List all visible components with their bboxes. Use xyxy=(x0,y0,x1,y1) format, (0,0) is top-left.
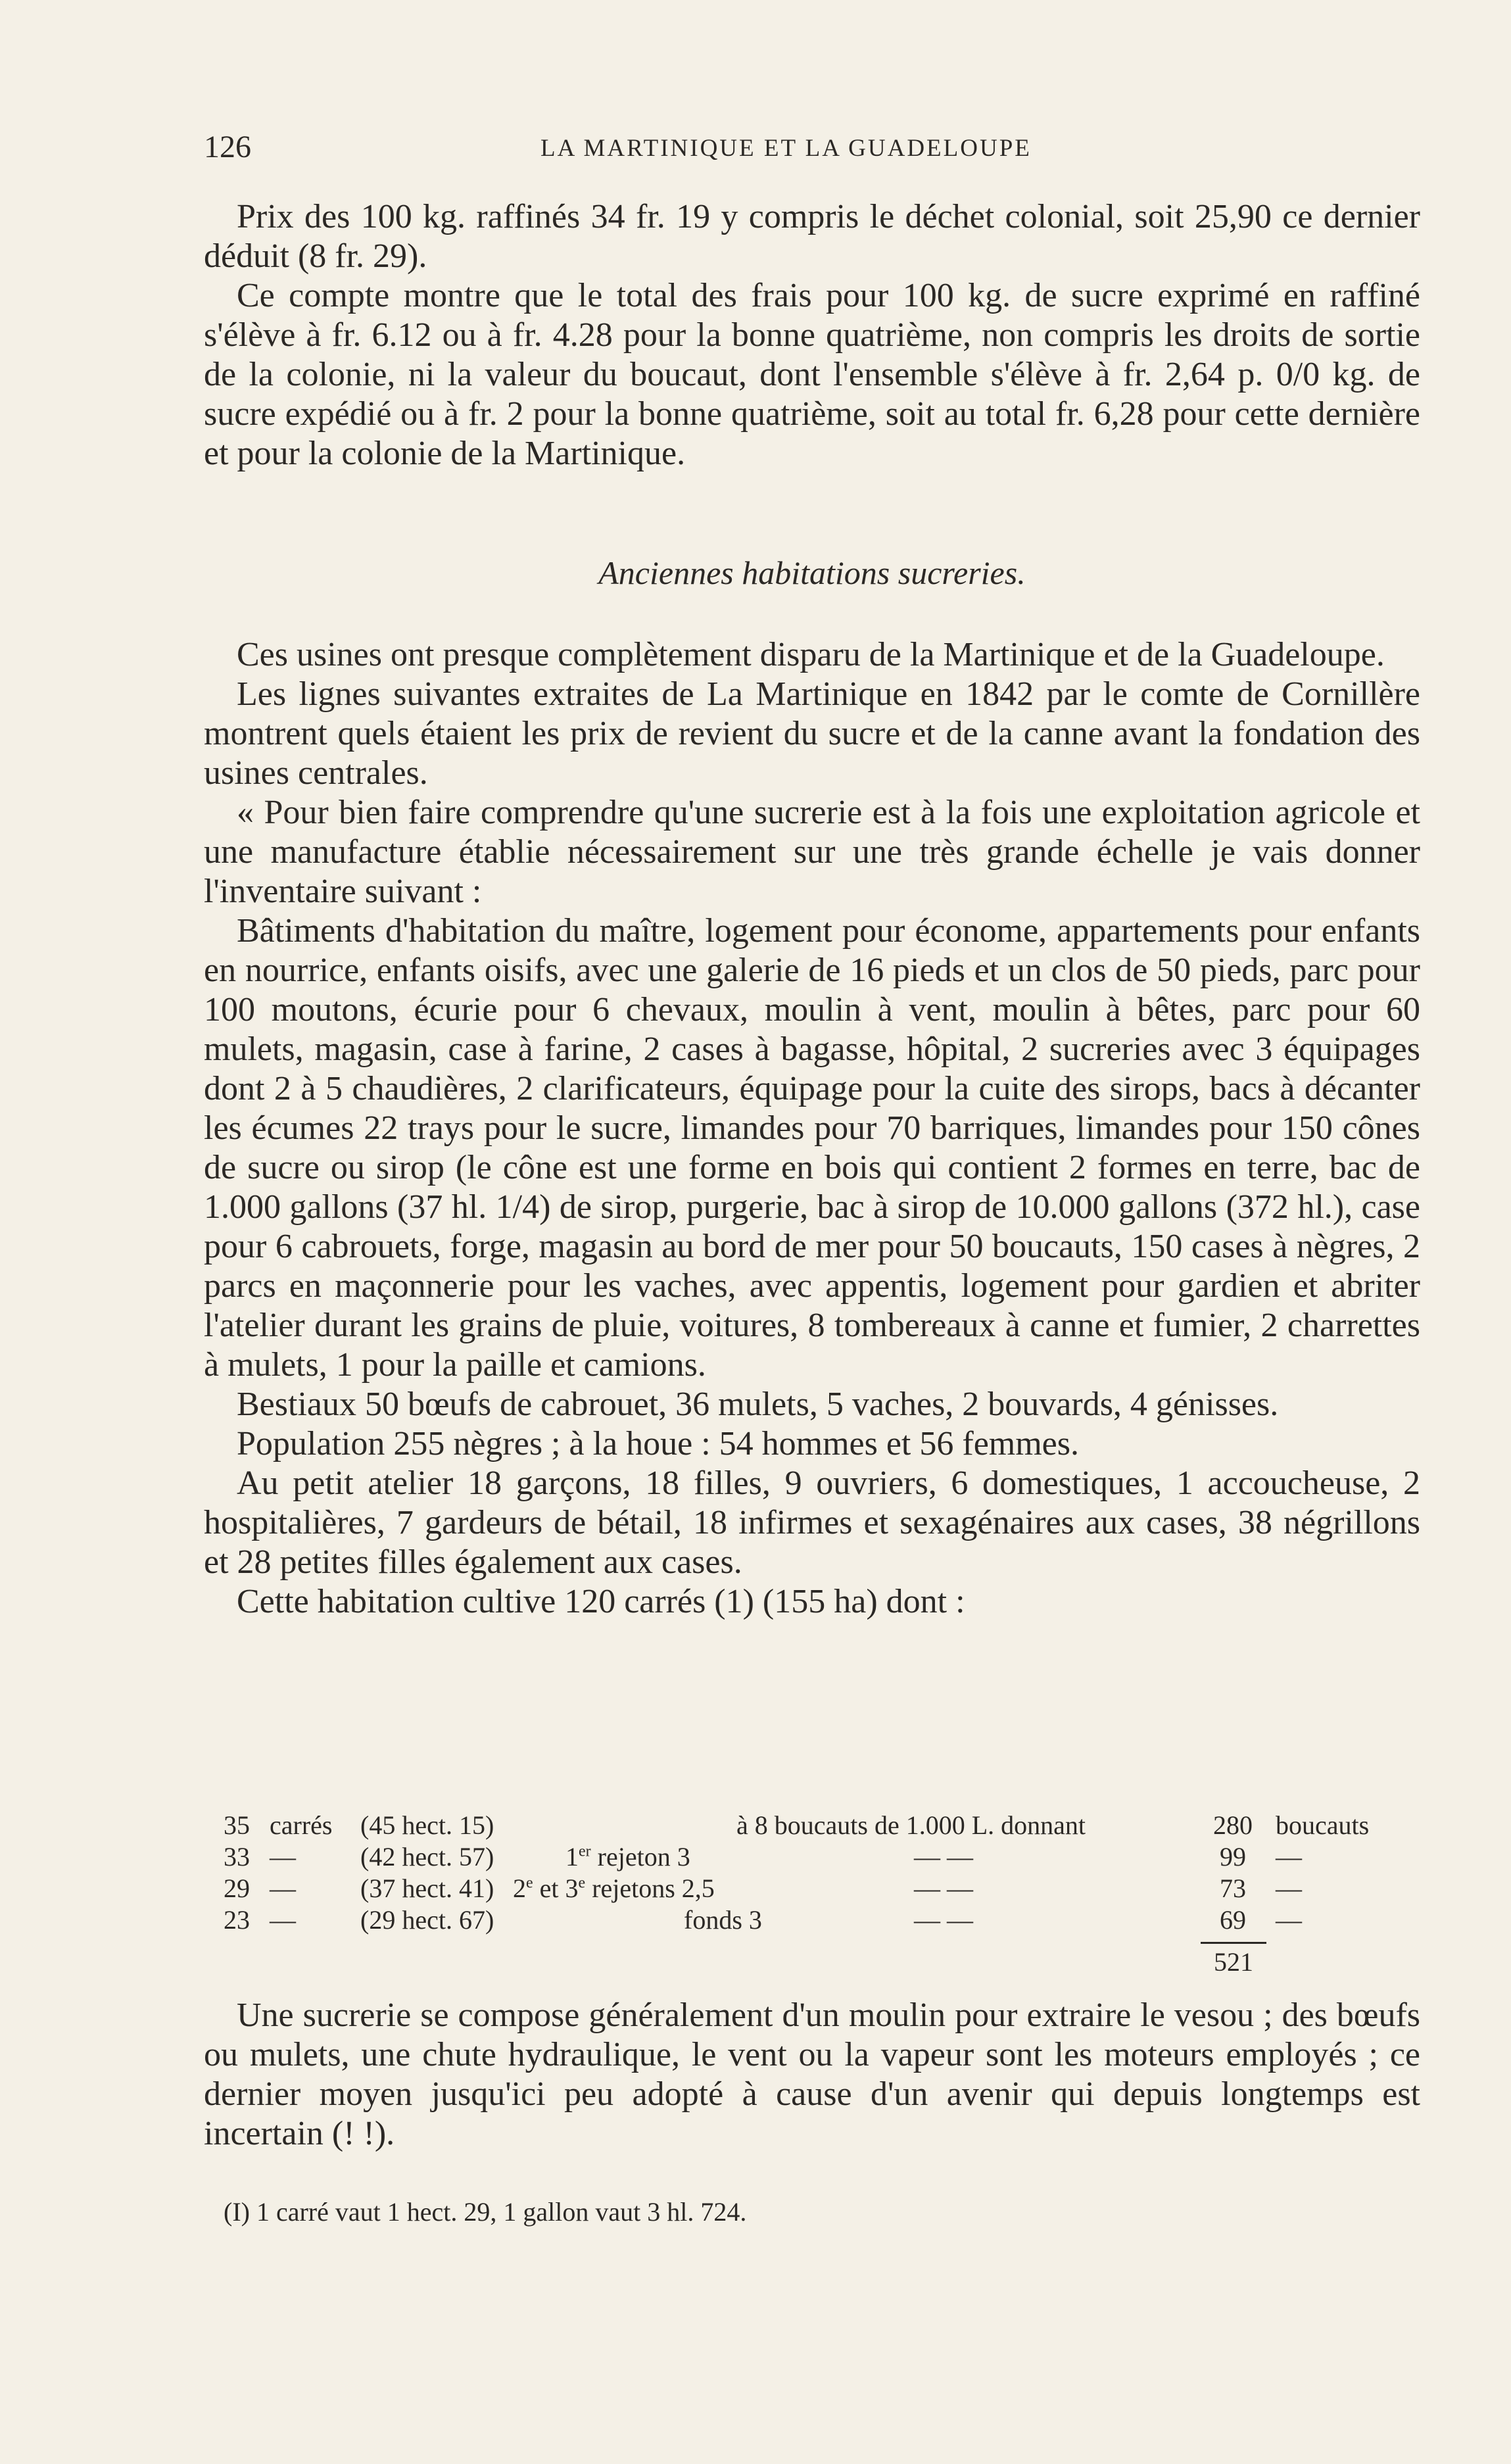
table-row xyxy=(224,1904,1420,1936)
value-cell: 99 xyxy=(1220,1842,1246,1872)
paragraph: Prix des 100 kg. raffinés 34 fr. 19 y compris le déchet colonial, soit 25,90 ce dernier déduit (8 fr. 29). xyxy=(204,198,1420,275)
unit-cell: — xyxy=(270,1905,296,1935)
value-cell: 280 xyxy=(1213,1810,1253,1840)
rate-cell: à 8 boucauts de 1.000 L. donnant xyxy=(736,1810,1086,1840)
paragraph: Ces usines ont presque complètement disparu de la Martinique et de la Guadeloupe. xyxy=(237,636,1385,673)
paragraph: Une sucrerie se compose généralement d'un moulin pour extraire le vesou ; des bœufs ou mulets, une chute hydraulique, le vent ou la vapeur sont les moteurs employés ; ce dernier moyen jusqu'ici peu adopté à cause d'un avenir qui depuis longtemps est incertain (! !). xyxy=(204,1996,1420,2152)
paragraph: Au petit atelier 18 garçons, 18 filles, 9 ouvriers, 6 domestiques, 1 accoucheuse, 2 hospitalières, 7 gardeurs de bétail, 18 infirmes et sexagénaires aux cases, 38 négrillons et 28 petites filles également aux cases. xyxy=(204,1464,1420,1581)
unit-out-cell: — xyxy=(1276,1873,1302,1903)
description-text: 2e et 3e rejetons 2,5 xyxy=(513,1873,715,1903)
description-cell xyxy=(513,1873,828,1904)
footnote: (I) 1 carré vaut 1 hect. 29, 1 gallon vaut 3 hl. 724. xyxy=(224,2197,747,2227)
unit-out-cell: — xyxy=(1276,1842,1302,1872)
unit-out-cell: — xyxy=(1276,1905,1302,1935)
unit-cell: — xyxy=(270,1842,296,1872)
paragraph: Ce compte montre que le total des frais pour 100 kg. de sucre exprimé en raffiné s'élève à fr. 6.12 ou à fr. 4.28 pour la bonne quatrième, non compris les droits de sortie de la colonie, ni la valeur du boucaut, dont l'ensemble s'élève à fr. 2,64 p. 0/0 kg. de sucre expédié ou à fr. 2 pour la bonne quatrième, soit au total fr. 6,28 pour cette dernière et pour la colonie de la Martinique. xyxy=(204,277,1420,472)
closing-text xyxy=(204,1996,1420,2154)
page-number: 126 xyxy=(204,130,251,164)
hectare-cell: (29 hect. 67) xyxy=(360,1905,494,1935)
qty-cell: 35 xyxy=(224,1810,250,1840)
qty-cell: 29 xyxy=(224,1873,250,1903)
intro-text xyxy=(204,197,1420,473)
qty-cell: 23 xyxy=(224,1905,250,1935)
unit-cell: — xyxy=(270,1873,296,1903)
description-text: 1er rejeton 3 xyxy=(565,1842,690,1872)
table-row xyxy=(224,1873,1420,1904)
unit-cell: carrés xyxy=(270,1810,333,1840)
hectare-cell: (37 hect. 41) xyxy=(360,1873,494,1903)
paragraph: Bestiaux 50 bœufs de cabrouet, 36 mulets, 5 vaches, 2 bouvards, 4 génisses. xyxy=(237,1386,1279,1423)
running-title: LA MARTINIQUE ET LA GUADELOUPE xyxy=(540,135,1032,162)
running-header xyxy=(204,129,1420,175)
paragraph: Cette habitation cultive 120 carrés (1) (155 ha) dont : xyxy=(237,1583,965,1620)
paragraph: « Pour bien faire comprendre qu'une sucrerie est à la fois une exploitation agricole et une manufacture établie nécessairement sur une très grande échelle je vais donner l'inventaire suivant : xyxy=(204,794,1420,910)
rate-cell: — — xyxy=(914,1905,973,1935)
hectare-cell: (42 hect. 57) xyxy=(360,1842,494,1872)
paragraph: Population 255 nègres ; à la houe : 54 hommes et 56 femmes. xyxy=(237,1425,1079,1462)
table-total: 521 xyxy=(1201,1942,1266,1977)
description-cell xyxy=(565,1841,881,1872)
description-cell: fonds 3 xyxy=(684,1905,762,1935)
rate-cell: — — xyxy=(914,1842,973,1872)
paragraph: Bâtiments d'habitation du maître, logement pour économe, appartements pour enfants en nourrice, enfants oisifs, avec une galerie de 16 pieds et un clos de 50 pieds, parc pour 100 moutons, écurie pour 6 chevaux, moulin à vent, moulin à bêtes, parc pour 60 mulets, magasin, case à farine, 2 cases à bagasse, hôpital, 2 sucreries avec 3 équipages dont 2 à 5 chaudières, 2 clarificateurs, équipage pour la cuite des sirops, bacs à décanter les écumes 22 trays pour le sucre, limandes pour 70 barriques, limandes pour 150 cônes de sucre ou sirop (le cône est une forme en bois qui contient 2 formes en terre, bac de 1.000 gallons (37 hl. 1/4) de sirop, purgerie, bac à sirop de 10.000 gallons (372 hl.), case pour 6 cabrouets, forge, magasin au bord de mer pour 50 boucauts, 150 cases à nègres, 2 parcs en maçonnerie pour les vaches, avec appentis, logement pour gardien et abriter l'atelier durant les grains de pluie, voitures, 8 tombereaux à canne et fumier, 2 charrettes à mulets, 1 pour la paille et camions. xyxy=(204,912,1420,1384)
hectare-cell: (45 hect. 15) xyxy=(360,1810,494,1840)
table-row xyxy=(224,1810,1420,1841)
paragraph: Les lignes suivantes extraites de La Martinique en 1842 par le comte de Cornillère montrent quels étaient les prix de revient du sucre et de la canne avant la fondation des usines centrales. xyxy=(204,675,1420,792)
cultivation-table xyxy=(224,1810,1420,1936)
qty-cell: 33 xyxy=(224,1842,250,1872)
main-text xyxy=(204,635,1420,1622)
section-heading: Anciennes habitations sucreries. xyxy=(598,554,1026,591)
unit-out-cell: boucauts xyxy=(1276,1810,1370,1840)
rate-cell: — — xyxy=(914,1873,973,1903)
table-row xyxy=(224,1841,1420,1873)
value-cell: 69 xyxy=(1220,1905,1246,1935)
value-cell: 73 xyxy=(1220,1873,1246,1903)
